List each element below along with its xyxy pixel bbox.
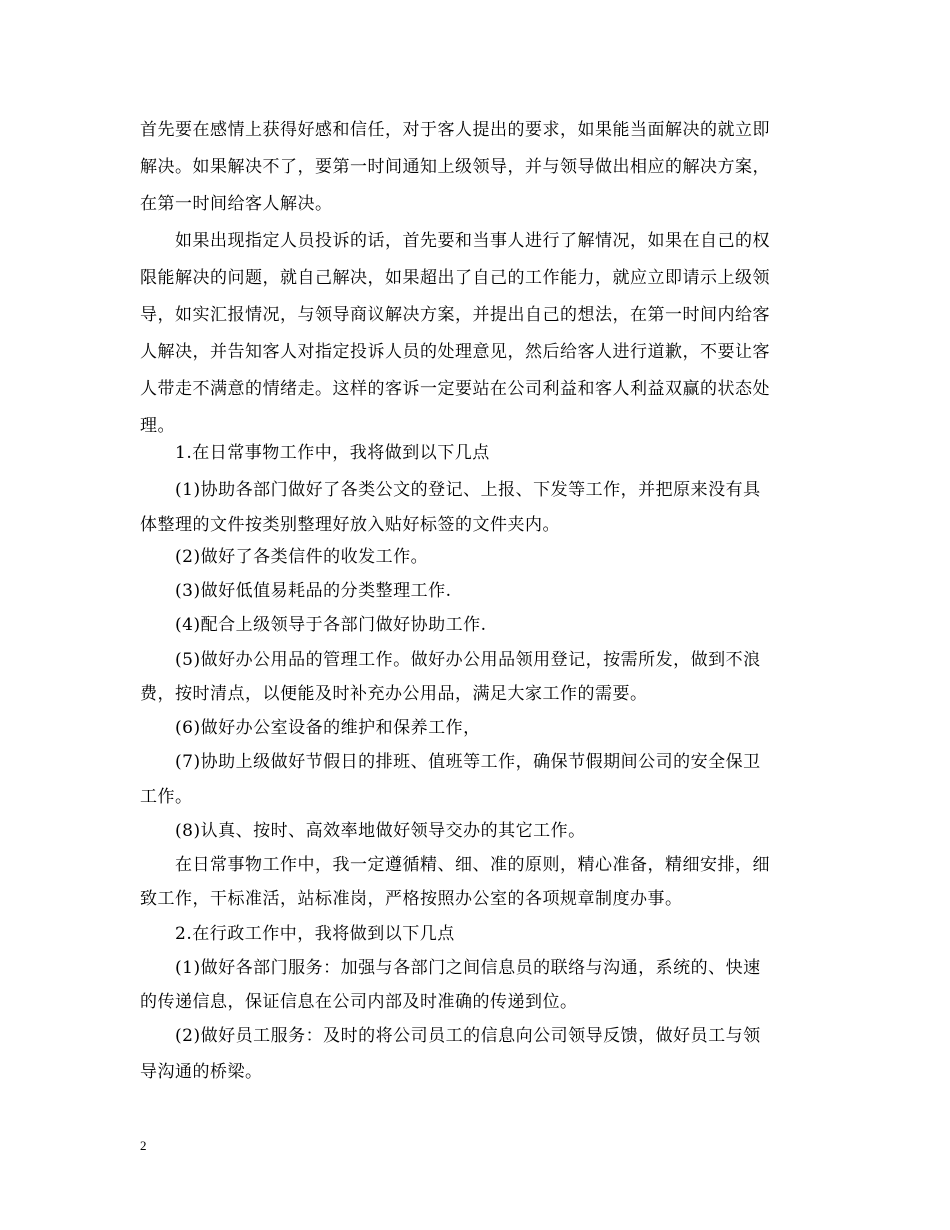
section-heading: 2.在行政工作中，我将做到以下几点 bbox=[175, 924, 455, 944]
page-number: 2 bbox=[140, 1138, 147, 1153]
text-line: 致工作，干标准活，站标准岗，严格按照办公室的各项规章制度办事。 bbox=[140, 889, 683, 909]
text-line: 在第一时间给客人解决。 bbox=[140, 194, 333, 214]
section-heading: 1.在日常事物工作中，我将做到以下几点 bbox=[175, 443, 490, 463]
list-item: (6)做好办公室设备的维护和保养工作， bbox=[175, 718, 481, 738]
text-line: 费，按时清点，以便能及时补充办公用品，满足大家工作的需要。 bbox=[140, 684, 648, 704]
text-line: 人带走不满意的情绪走。这样的客诉一定要站在公司利益和客人利益双赢的状态处 bbox=[140, 379, 770, 399]
text-line: 首先要在感情上获得好感和信任，对于客人提出的要求，如果能当面解决的就立即 bbox=[140, 120, 770, 140]
list-item: (5)做好办公用品的管理工作。做好办公用品领用登记，按需所发，做到不浪 bbox=[175, 650, 761, 670]
text-line: 如果出现指定人员投诉的话，首先要和当事人进行了解情况，如果在自己的权 bbox=[175, 231, 770, 251]
list-item: (7)协助上级做好节假日的排班、值班等工作，确保节假期间公司的安全保卫 bbox=[175, 752, 761, 772]
text-line: 体整理的文件按类别整理好放入贴好标签的文件夹内。 bbox=[140, 515, 560, 535]
list-item: (1)协助各部门做好了各类公文的登记、上报、下发等工作，并把原来没有具 bbox=[175, 480, 761, 500]
text-line: 限能解决的问题，就自己解决，如果超出了自己的工作能力，就应立即请示上级领 bbox=[140, 268, 770, 288]
list-item: (3)做好低值易耗品的分类整理工作. bbox=[175, 581, 452, 601]
text-line: 工作。 bbox=[140, 787, 193, 807]
list-item: (2)做好员工服务：及时的将公司员工的信息向公司领导反馈，做好员工与领 bbox=[175, 1026, 761, 1046]
text-line: 导沟通的桥梁。 bbox=[140, 1062, 263, 1082]
text-line: 理。 bbox=[140, 416, 175, 436]
list-item: (8)认真、按时、高效率地做好领导交办的其它工作。 bbox=[175, 821, 586, 841]
list-item: (2)做好了各类信件的收发工作。 bbox=[175, 547, 429, 567]
text-line: 在日常事物工作中，我一定遵循精、细、准的原则，精心准备，精细安排，细 bbox=[175, 855, 770, 875]
text-line: 的传递信息，保证信息在公司内部及时准确的传递到位。 bbox=[140, 992, 578, 1012]
text-line: 人解决，并告知客人对指定投诉人员的处理意见，然后给客人进行道歉，不要让客 bbox=[140, 342, 770, 362]
text-line: 解决。如果解决不了，要第一时间通知上级领导，并与领导做出相应的解决方案， bbox=[140, 157, 770, 177]
list-item: (4)配合上级领导于各部门做好协助工作. bbox=[175, 615, 487, 635]
list-item: (1)做好各部门服务：加强与各部门之间信息员的联络与沟通，系统的、快速 bbox=[175, 958, 761, 978]
text-line: 导，如实汇报情况，与领导商议解决方案，并提出自己的想法，在第一时间内给客 bbox=[140, 305, 770, 325]
